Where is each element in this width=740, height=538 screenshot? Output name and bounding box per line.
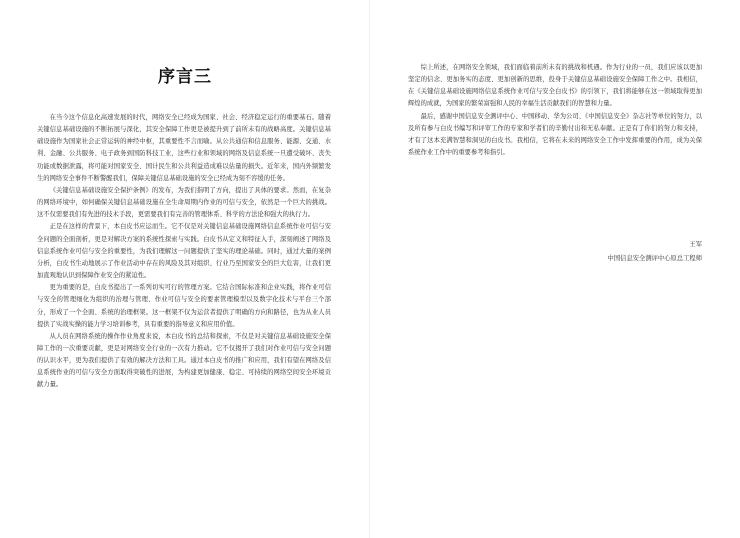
paragraph: 在当今这个信息化高速发展的时代，网络安全已经成为国家、社会、经济稳定运行的重要基石。随着关键信息基础设施的不断拓展与深化，其安全保障工作更是被提升到了前所未有的战略高度。关键信息基础设施作为国家社会正常运转的神经中枢，其重要性不言而喻。从公共通信和信息服务、能源、交通、水利、金融、公共服务、电子政务到国防科技工业，这些行业和领域的网络及信息系统一旦遭受破坏、丧失功能或数据泄露，将可能对国家安全、国计民生和公共利益造成难以估量的损失。近年来，国内外频繁发生的网络安全事件不断警醒我们，保障关键信息基础设施的安全已经成为刻不容缓的任务。 [37,114,331,182]
right-page [370,0,740,538]
paragraph: 从人员在网络系统的操作作业角度来说，本白皮书的总结和探索，不仅是对关键信息基础设施安全保障工作的一次重要贡献，更是对网络安全行业的一次有力推动。它不仅揭开了我们对作业可信与安全问题的认识水平，更为我们提供了有效的解决方法和工具。通过本白皮书的推广和应用，我们有望在网络及信息系统作业的可信与安全方面取得突破性的进展，为构建更加健康、稳定、可持续的网络空间安全环境贡献力量。 [37,332,331,389]
paragraph: 《关键信息基础设施安全保护条例》的发布，为我们指明了方向，提出了具体的要求。然而，在复杂的网络环境中，如何确保关键信息基础设施在全生命周期内作业的可信与安全，依然是一个巨大的挑战。这不仅需要我们有先进的技术手段，更需要我们有完善的管理体系、科学的方法论和强大的执行力。 [37,186,331,219]
signature-block [608,238,702,266]
left-body-text [37,112,331,392]
page-title: 序言三 [158,67,212,87]
paragraph: 最后，感谢中国信息安全测评中心、中国移动、华为公司、《中国信息安全》杂志社等单位的努力，以及所有参与白皮书编写和评审工作的专家和学者们的辛勤付出和无私奉献。正是有了你们的努力和支持，才有了这本充满智慧和洞见的白皮书。我相信，它将在未来的网络安全工作中发挥重要的作用，成为关保系统作业工作中的重要参考和指引。 [408,112,702,157]
paragraph: 正是在这样的背景下，本白皮书应运而生。它不仅是对关键信息基础设施网络信息系统作业可信与安全问题的全面剖析，更是对解决方案的系统性探索与实践。白皮书从定义和特征入手，深刻阐述了网络及信息系统作业可信与安全的重要性，为我们理解这一问题提供了坚实的理论基础。同时，通过大量的案例分析，白皮书生动地展示了作业活动中存在的风险及其对组织、行业乃至国家安全的巨大危害，让我们更加直观地认识到保障作业安全的紧迫性。 [37,223,331,280]
paragraph: 综上所述，在网络安全领域，我们面临着前所未有的挑战和机遇。作为行业的一员，我们应该以更加坚定的信念、更加务实的态度、更加创新的思维，投身于关键信息基础设施安全保障工作之中。我相信，在《关键信息基础设施网络信息系统作业可信与安全白皮书》的引领下，我们将能够在这一领域取得更加辉煌的成就，为国家的繁荣富强和人民的幸福生活贡献我们的智慧和力量。 [408,64,702,108]
signature-name: 王军 [689,241,702,248]
signature-title: 中国信息安全测评中心原总工程师 [607,255,702,262]
right-body-text [408,62,702,159]
paragraph: 更为重要的是，白皮书提出了一系列切实可行的管理方案。它结合国际标准和企业实践，将作业可信与安全的管理细化为组织的治理与管理、作业可信与安全的要素管理模型以及数字化技术与平台三个部分，形成了一个全面、系统的治理框架。这一框架不仅为运营者提供了明确的方向和路径，也为从业人员提供了实战实操的能力学习培训参考，具有重要的指导意义和应用价值。 [37,284,331,328]
